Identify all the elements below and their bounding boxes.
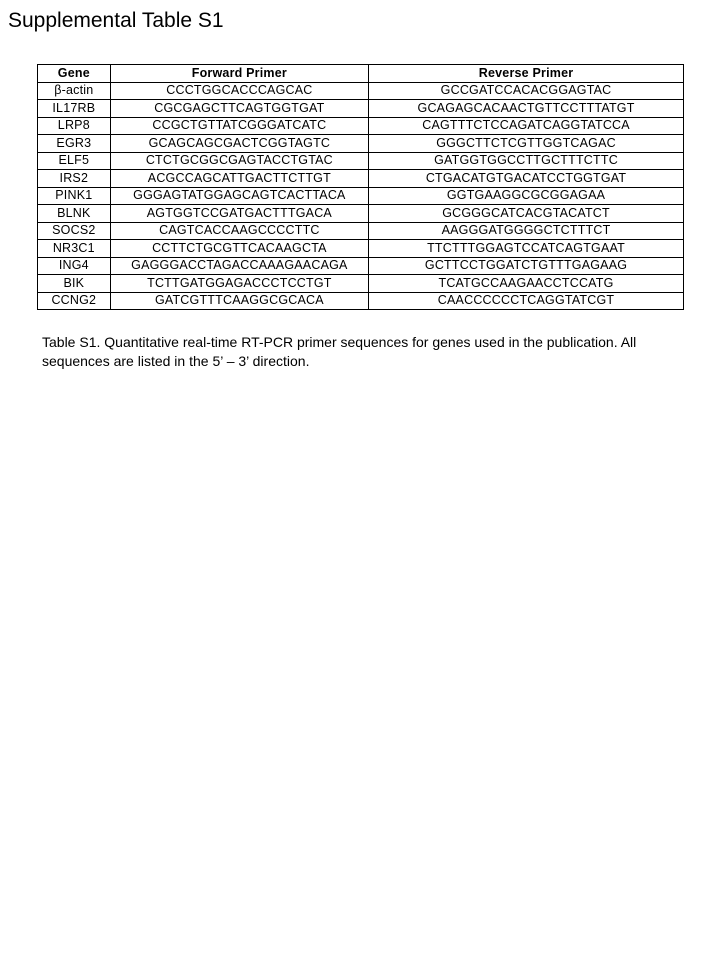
header-row xyxy=(38,65,684,83)
reverse-primer-cell: CAACCCCCCTCAGGTATCGT xyxy=(369,292,684,310)
forward-primer-cell: AGTGGTCCGATGACTTTGACA xyxy=(110,205,368,223)
gene-cell: PINK1 xyxy=(38,187,111,205)
reverse-primer-cell: AAGGGATGGGGCTCTTTCT xyxy=(369,222,684,240)
gene-cell: SOCS2 xyxy=(38,222,111,240)
reverse-primer-cell: TCATGCCAAGAACCTCCATG xyxy=(369,275,684,293)
reverse-primer-cell: GCGGGCATCACGTACATCT xyxy=(369,205,684,223)
gene-cell: IL17RB xyxy=(38,100,111,118)
forward-primer-cell: GAGGGACCTAGACCAAAGAACAGA xyxy=(110,257,368,275)
table-header xyxy=(38,65,684,83)
table-row xyxy=(38,135,684,153)
gene-cell: ELF5 xyxy=(38,152,111,170)
table-row xyxy=(38,100,684,118)
gene-cell: CCNG2 xyxy=(38,292,111,310)
reverse-primer-cell: GGTGAAGGCGCGGAGAA xyxy=(369,187,684,205)
reverse-primer-cell: TTCTTTGGAGTCCATCAGTGAAT xyxy=(369,240,684,258)
forward-primer-cell: CTCTGCGGCGAGTACCTGTAC xyxy=(110,152,368,170)
header-gene: Gene xyxy=(38,65,111,83)
forward-primer-cell: ACGCCAGCATTGACTTCTTGT xyxy=(110,170,368,188)
reverse-primer-cell: GATGGTGGCCTTGCTTTCTTC xyxy=(369,152,684,170)
table-body xyxy=(38,82,684,310)
table-row xyxy=(38,170,684,188)
table-row xyxy=(38,117,684,135)
reverse-primer-cell: CAGTTTCTCCAGATCAGGTATCCA xyxy=(369,117,684,135)
table-row xyxy=(38,222,684,240)
table-row xyxy=(38,240,684,258)
header-reverse-primer: Reverse Primer xyxy=(369,65,684,83)
table-row xyxy=(38,292,684,310)
table-caption: Table S1. Quantitative real-time RT-PCR primer sequences for genes used in the publication. All sequences are listed in the 5’ – 3’ direction. xyxy=(42,334,637,369)
table-row xyxy=(38,82,684,100)
forward-primer-cell: CCCTGGCACCCAGCAC xyxy=(110,82,368,100)
gene-cell: IRS2 xyxy=(38,170,111,188)
reverse-primer-cell: GGGCTTCTCGTTGGTCAGAC xyxy=(369,135,684,153)
gene-cell: β-actin xyxy=(38,82,111,100)
reverse-primer-cell: GCTTCCTGGATCTGTTTGAGAAG xyxy=(369,257,684,275)
forward-primer-cell: GGGAGTATGGAGCAGTCACTTACA xyxy=(110,187,368,205)
gene-cell: BLNK xyxy=(38,205,111,223)
reverse-primer-cell: GCAGAGCACAACTGTTCCTTTATGT xyxy=(369,100,684,118)
gene-cell: NR3C1 xyxy=(38,240,111,258)
reverse-primer-cell: GCCGATCCACACGGAGTAC xyxy=(369,82,684,100)
table-row xyxy=(38,187,684,205)
gene-cell: LRP8 xyxy=(38,117,111,135)
gene-cell: EGR3 xyxy=(38,135,111,153)
forward-primer-cell: CGCGAGCTTCAGTGGTGAT xyxy=(110,100,368,118)
table-row xyxy=(38,275,684,293)
table-row xyxy=(38,205,684,223)
forward-primer-cell: GCAGCAGCGACTCGGTAGTC xyxy=(110,135,368,153)
gene-cell: BIK xyxy=(38,275,111,293)
header-forward-primer: Forward Primer xyxy=(110,65,368,83)
table-row xyxy=(38,152,684,170)
reverse-primer-cell: CTGACATGTGACATCCTGGTGAT xyxy=(369,170,684,188)
forward-primer-cell: GATCGTTTCAAGGCGCACA xyxy=(110,292,368,310)
table-row xyxy=(38,257,684,275)
forward-primer-cell: TCTTGATGGAGACCCTCCTGT xyxy=(110,275,368,293)
forward-primer-cell: CCTTCTGCGTTCACAAGCTA xyxy=(110,240,368,258)
primer-table xyxy=(37,64,684,310)
page-title: Supplemental Table S1 xyxy=(8,9,224,32)
forward-primer-cell: CCGCTGTTATCGGGATCATC xyxy=(110,117,368,135)
gene-cell: ING4 xyxy=(38,257,111,275)
forward-primer-cell: CAGTCACCAAGCCCCTTC xyxy=(110,222,368,240)
